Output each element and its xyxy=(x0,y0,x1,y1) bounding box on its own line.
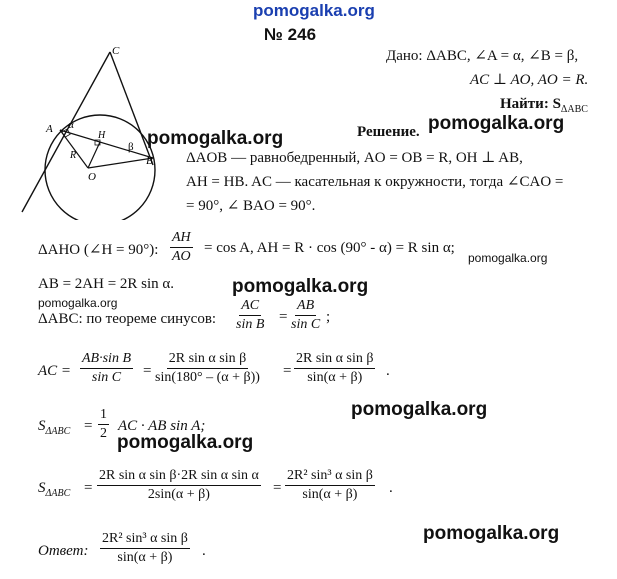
label-a: A xyxy=(46,123,53,135)
given-line-2: AC ⊥ AO, AO = R. xyxy=(470,72,589,88)
fraction-ab-sinb-sinc xyxy=(80,351,133,386)
fraction-numerator: 2R² sin³ α sin β xyxy=(285,468,375,486)
watermark-6: pomogalka.org xyxy=(351,399,488,420)
find-subscript: ΔABC xyxy=(560,104,588,115)
fraction-denominator: sin C xyxy=(91,370,122,385)
fraction-denominator: sin(α + β) xyxy=(307,370,363,385)
label-o: O xyxy=(88,171,96,183)
area-symbol: S xyxy=(38,418,46,434)
line-oh xyxy=(88,142,100,168)
equals-sign: = xyxy=(143,363,152,379)
fraction-denominator: 2 xyxy=(100,426,107,441)
fraction-denominator: sin C xyxy=(291,317,321,332)
fraction-denominator: sin B xyxy=(236,317,265,332)
label-alpha: α xyxy=(68,119,74,131)
fraction-ab-sinc xyxy=(291,298,320,333)
find-label: Найти: S xyxy=(500,96,561,112)
watermark-top: pomogalka.org xyxy=(253,1,375,20)
label-beta: β xyxy=(128,141,134,153)
answer-label: Ответ: xyxy=(38,543,89,559)
watermark-7: pomogalka.org xyxy=(117,432,254,453)
fraction-denominator: sin(α + β) xyxy=(117,550,173,565)
fraction-numerator: 2R² sin³ α sin β xyxy=(100,531,190,549)
equals-sign: = xyxy=(279,309,288,325)
solution-line-5: AB = 2AH = 2R sin α. xyxy=(38,276,175,292)
equals-sign: = xyxy=(273,480,282,496)
watermark-8: pomogalka.org xyxy=(423,523,560,544)
area-subscript: ΔABC xyxy=(45,426,71,437)
fraction-2r-sinab xyxy=(294,351,375,386)
line-ob xyxy=(88,158,153,168)
fraction-answer xyxy=(100,531,190,566)
solution-line-1: ΔAOB — равнобедренный, AO = OB = R, OH ⊥ AB, xyxy=(186,150,523,166)
fraction-denominator: 2sin(α + β) xyxy=(147,487,210,502)
equals-sign: = xyxy=(84,418,93,434)
fraction-one-half xyxy=(98,407,109,442)
fraction-denominator: sin(α + β) xyxy=(302,487,358,502)
solution-line-8-post: AC · AB sin A; xyxy=(118,418,206,434)
equals-sign: = xyxy=(283,363,292,379)
solution-line-4-pre: ΔAHO (∠H = 90°): xyxy=(38,242,159,258)
fraction-numerator: AC xyxy=(239,298,261,316)
fraction-ah-ao xyxy=(170,230,193,265)
solution-line-2: AH = HB. AC — касательная к окружности, тогда ∠CAO = xyxy=(186,174,564,190)
solution-line-3: = 90°, ∠ BAO = 90°. xyxy=(186,198,316,214)
period: . xyxy=(389,480,393,496)
fraction-denominator: sin(180° – (α + β)) xyxy=(155,370,260,385)
watermark-2: pomogalka.org xyxy=(428,113,565,134)
solution-line-8 xyxy=(38,418,70,437)
label-b: B xyxy=(146,155,153,167)
watermark-5: pomogalka.org xyxy=(38,296,118,310)
fraction-denominator: AO xyxy=(172,249,191,264)
fraction-numerator: AB·sin B xyxy=(80,351,133,369)
fraction-area-full xyxy=(97,468,261,503)
solution-line-7-pre: AC = xyxy=(38,363,72,379)
solution-heading: Решение. xyxy=(357,124,420,140)
period: . xyxy=(202,543,206,559)
problem-number: № 246 xyxy=(264,25,317,44)
fraction-numerator: 1 xyxy=(98,407,109,425)
fraction-area-simplified xyxy=(285,468,375,503)
fraction-2r-sin180 xyxy=(155,351,260,386)
fraction-numerator: 2R sin α sin β xyxy=(167,351,248,369)
solution-line-4-post: = cos A, AH = R · cos (90° - α) = R sin α; xyxy=(204,240,455,256)
watermark-3: pomogalka.org xyxy=(468,251,548,265)
watermark-1: pomogalka.org xyxy=(147,128,284,149)
area-subscript: ΔABC xyxy=(45,488,71,499)
fraction-numerator: AH xyxy=(170,230,193,248)
semicolon: ; xyxy=(326,309,331,325)
fraction-numerator: AB xyxy=(295,298,316,316)
label-r: R xyxy=(70,150,77,161)
fraction-numerator: 2R sin α sin β xyxy=(294,351,375,369)
period: . xyxy=(386,363,390,379)
fraction-numerator: 2R sin α sin β·2R sin α sin α xyxy=(97,468,261,486)
fraction-ac-sinb xyxy=(236,298,264,333)
area-symbol: S xyxy=(38,480,46,496)
label-h: H xyxy=(98,130,106,141)
solution-line-9 xyxy=(38,480,70,499)
solution-line-6-pre: ΔABC: по теореме синусов: xyxy=(38,311,217,327)
watermark-4: pomogalka.org xyxy=(232,276,369,297)
equals-sign: = xyxy=(84,480,93,496)
given-line-1: Дано: ΔABC, ∠A = α, ∠B = β, xyxy=(386,48,579,64)
label-c: C xyxy=(112,45,120,57)
